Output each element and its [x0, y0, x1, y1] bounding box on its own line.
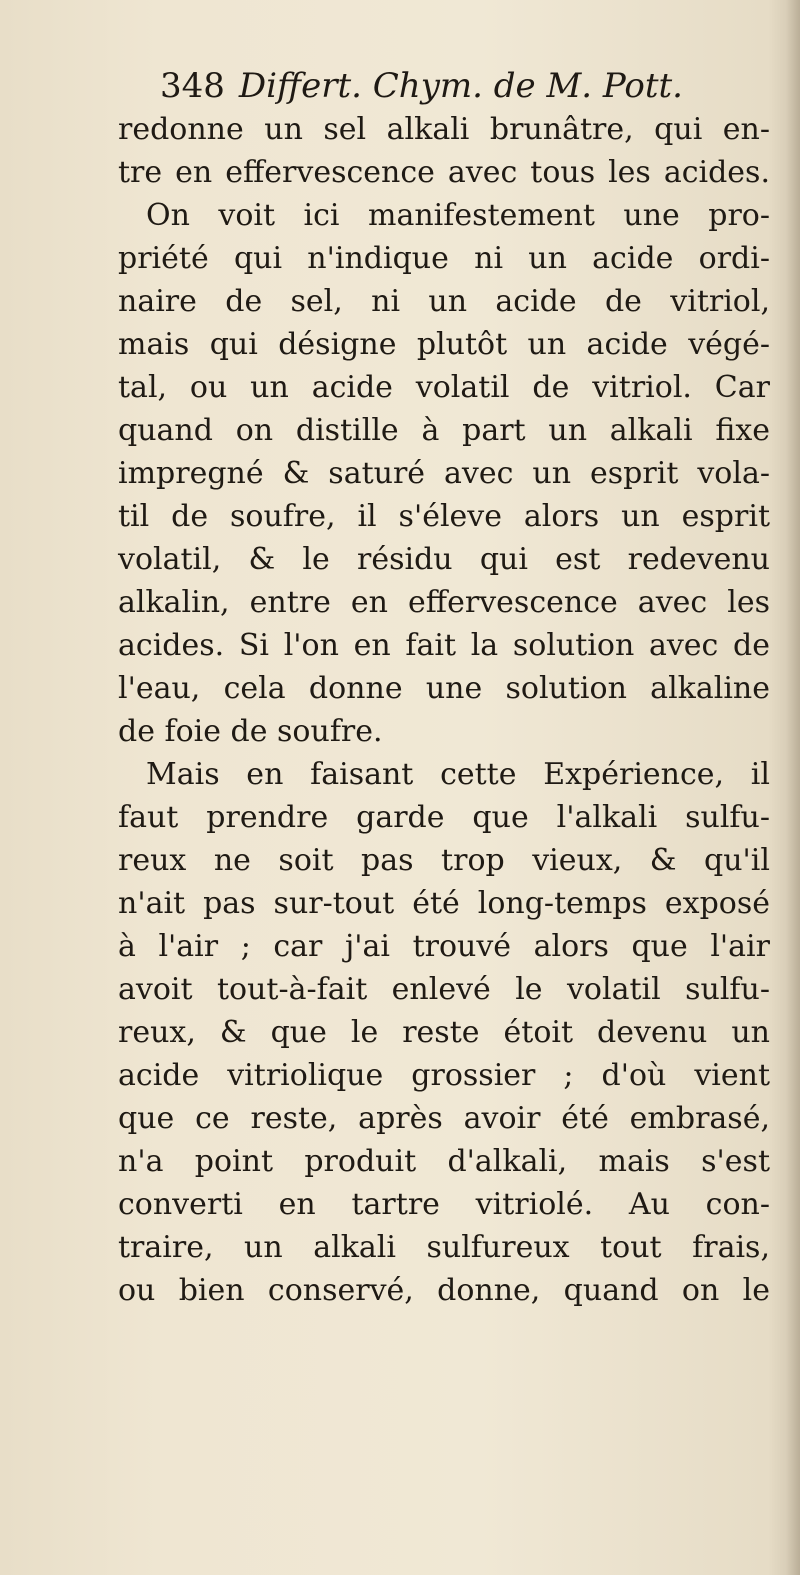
text-line: n'a point produit d'alkali, mais s'est — [118, 1144, 770, 1179]
text-line: de foie de soufre. — [118, 714, 383, 749]
text-line: acide vitriolique grossier ; d'où vient — [118, 1058, 770, 1093]
text-line: traire, un alkali sulfureux tout frais, — [118, 1230, 770, 1265]
page-gutter-shadow — [786, 0, 800, 1575]
text-line: avoit tout-à-fait enlevé le volatil sulfu- — [118, 972, 770, 1007]
text-line: faut prendre garde que l'alkali sulfu- — [118, 800, 770, 835]
text-line: tre en effervescence avec tous les acides. — [118, 155, 770, 190]
text-line: naire de sel, ni un acide de vitriol, — [118, 284, 770, 319]
text-line: reux, & que le reste étoit devenu un — [118, 1015, 770, 1050]
text-line: mais qui désigne plutôt un acide végé- — [118, 327, 770, 362]
text-line: On voit ici manifestement une pro- — [146, 198, 770, 233]
text-line: impregné & saturé avec un esprit vola- — [118, 456, 770, 491]
text-line: priété qui n'indique ni un acide ordi- — [118, 241, 770, 276]
running-title: Differt. Chym. de M. Pott. — [238, 66, 683, 106]
text-line: til de soufre, il s'éleve alors un esprit — [118, 499, 770, 534]
page-number: 348 — [160, 66, 225, 106]
page-header — [160, 62, 720, 110]
text-line: redonne un sel alkali brunâtre, qui en- — [118, 112, 770, 147]
text-line: quand on distille à part un alkali fixe — [118, 413, 770, 448]
text-line: que ce reste, après avoir été embrasé, — [118, 1101, 770, 1136]
text-line: converti en tartre vitriolé. Au con- — [118, 1187, 770, 1222]
text-line: reux ne soit pas trop vieux, & qu'il — [118, 843, 770, 878]
text-line: ou bien conservé, donne, quand on le — [118, 1273, 770, 1308]
text-line: tal, ou un acide volatil de vitriol. Car — [118, 370, 770, 405]
text-line: Mais en faisant cette Expérience, il — [146, 757, 770, 792]
body-text — [118, 108, 770, 1312]
text-line: l'eau, cela donne une solution alkaline — [118, 671, 770, 706]
text-line: alkalin, entre en effervescence avec les — [118, 585, 770, 620]
text-line: à l'air ; car j'ai trouvé alors que l'air — [118, 929, 770, 964]
text-line: volatil, & le résidu qui est redevenu — [118, 542, 770, 577]
text-line: n'ait pas sur-tout été long-temps exposé — [118, 886, 770, 921]
text-line: acides. Si l'on en fait la solution avec de — [118, 628, 770, 663]
